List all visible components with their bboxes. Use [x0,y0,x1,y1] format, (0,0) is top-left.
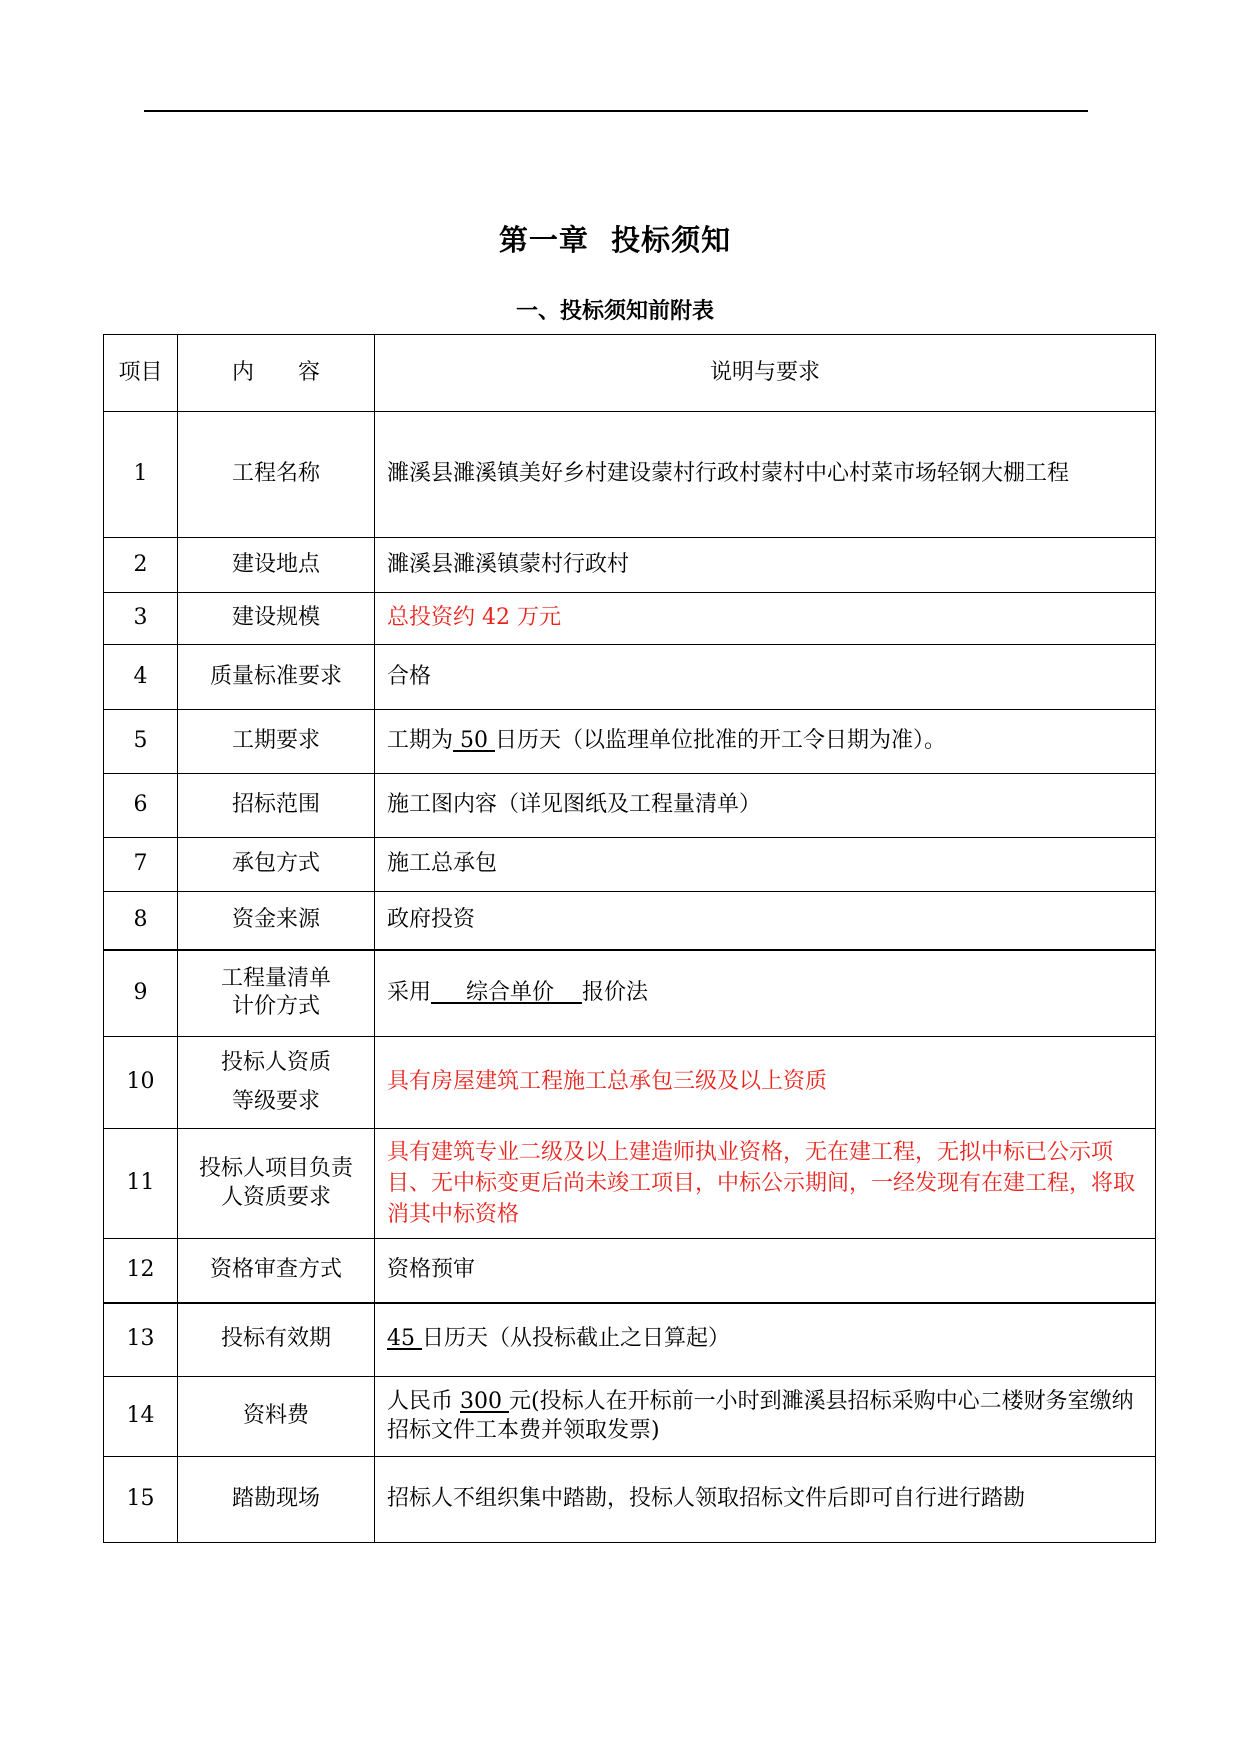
row-item: 工程名称 [178,412,375,538]
row-number: 1 [104,412,178,538]
row-description: 施工图内容（详见图纸及工程量清单） [375,774,1156,838]
row-number: 10 [104,1037,178,1129]
table-row [104,1457,1156,1543]
row-item: 招标范围 [178,774,375,838]
row-number: 2 [104,538,178,593]
table-row [104,1303,1156,1377]
row-description [375,950,1156,1037]
validity-days-value: 45 [387,1326,422,1352]
table-row [104,1239,1156,1303]
row-description: 合格 [375,645,1156,710]
column-header-no: 项目 [104,335,178,412]
row-description: 总投资约 42 万元 [375,593,1156,645]
row-description [375,710,1156,774]
table-row [104,645,1156,710]
row-item: 质量标准要求 [178,645,375,710]
column-header-desc: 说明与要求 [375,335,1156,412]
table-row [104,710,1156,774]
desc-prefix: 工期为 [387,728,454,754]
row-description: 具有建筑专业二级及以上建造师执业资格，无在建工程，无拟中标已公示项目、无中标变更后尚未竣工项目，中标公示期间，一经发现有在建工程，将取消其中标资格 [375,1129,1156,1239]
section-title: 一、投标须知前附表 [515,299,714,324]
row-number: 9 [104,950,178,1037]
row-item: 建设地点 [178,538,375,593]
row-item [178,950,375,1037]
fee-amount-value: 300 [460,1388,509,1414]
table-row [104,892,1156,950]
row-description: 资格预审 [375,1239,1156,1303]
column-header-item: 内 容 [178,335,375,412]
table-row [104,1129,1156,1239]
row-item: 工期要求 [178,710,375,774]
row-item-line: 人资质要求 [220,1184,331,1210]
row-number: 4 [104,645,178,710]
table-row [104,838,1156,892]
row-description: 濉溪县濉溪镇蒙村行政村 [375,538,1156,593]
row-item-line: 投标人项目负责 [198,1155,353,1181]
row-description [375,1377,1156,1457]
row-item-line: 计价方式 [231,994,320,1020]
desc-suffix: 报价法 [581,979,648,1005]
row-item-line: 工程量清单 [220,965,331,991]
pricing-method-value: 综合单价 [431,979,582,1005]
header-rule [144,110,1088,112]
row-item: 资格审查方式 [178,1239,375,1303]
row-item: 建设规模 [178,593,375,645]
table-row [104,538,1156,593]
row-description: 招标人不组织集中踏勘，投标人领取招标文件后即可自行进行踏勘 [375,1457,1156,1543]
row-item: 投标有效期 [178,1303,375,1377]
row-item: 踏勘现场 [178,1457,375,1543]
table-row [104,950,1156,1037]
row-number: 5 [104,710,178,774]
table-row [104,412,1156,538]
row-number: 14 [104,1377,178,1457]
row-item-line: 投标人资质 [220,1050,331,1075]
table-row [104,774,1156,838]
desc-prefix: 采用 [387,979,432,1005]
desc-suffix: 日历天（以监理单位批准的开工令日期为准）。 [495,728,947,754]
row-description: 政府投资 [375,892,1156,950]
row-number: 7 [104,838,178,892]
row-number: 3 [104,593,178,645]
row-item: 资金来源 [178,892,375,950]
desc-suffix: 日历天（从投标截止之日算起） [422,1326,731,1352]
row-item-line: 等级要求 [231,1088,320,1114]
table-row [104,1037,1156,1129]
row-description: 濉溪县濉溪镇美好乡村建设蒙村行政村蒙村中心村菜市场轻钢大棚工程 [375,412,1156,538]
row-number: 13 [104,1303,178,1377]
row-item [178,1037,375,1129]
table-header-row [104,335,1156,412]
row-item [178,1129,375,1239]
row-number: 11 [104,1129,178,1239]
row-item: 承包方式 [178,838,375,892]
bidding-instructions-table [103,334,1156,1543]
table-row [104,593,1156,645]
duration-days-value: 50 [453,728,495,754]
desc-prefix: 人民币 [387,1388,460,1414]
row-description [375,1303,1156,1377]
row-number: 8 [104,892,178,950]
row-description: 具有房屋建筑工程施工总承包三级及以上资质 [375,1037,1156,1129]
row-number: 15 [104,1457,178,1543]
row-description: 施工总承包 [375,838,1156,892]
chapter-title: 第一章 投标须知 [498,223,732,257]
desc-suffix: 元(投标人在开标前一小时到濉溪县招标采购中心二楼财务室缴纳招标文件工本费并领取发票) [387,1388,1134,1443]
row-number: 6 [104,774,178,838]
table-row [104,1377,1156,1457]
row-number: 12 [104,1239,178,1303]
row-item: 资料费 [178,1377,375,1457]
